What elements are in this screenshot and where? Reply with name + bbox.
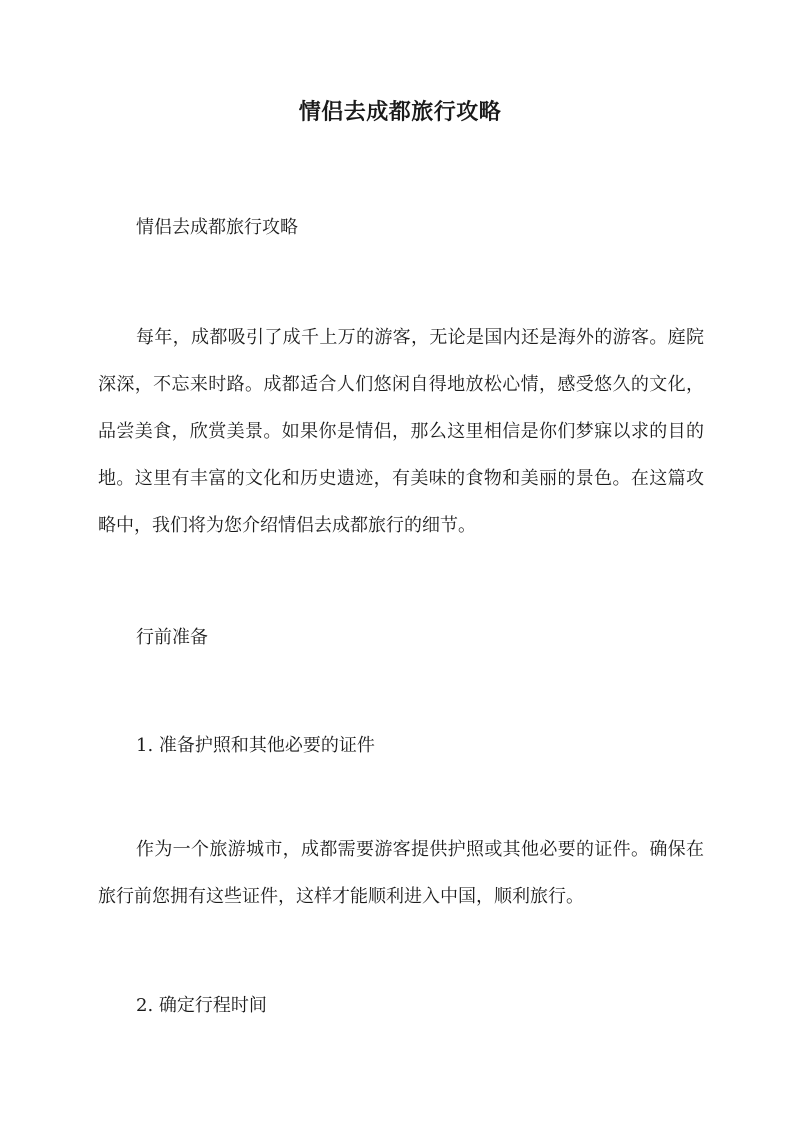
section-heading-preparation: 行前准备 <box>136 627 208 648</box>
item-2-heading: 2. 确定行程时间 <box>136 995 267 1016</box>
item-1-heading: 1. 准备护照和其他必要的证件 <box>136 735 375 756</box>
intro-paragraph: 每年，成都吸引了成千上万的游客，无论是国内还是海外的游客。庭院深深，不忘来时路。成都适合人们悠闲自得地放松心情，感受悠久的文化，品尝美食，欣赏美景。如果你是情侣，那么这里相信是你们梦寐以求的目的地。这里有丰富的文化和历史遗迹，有美味的食物和美丽的景色。在这篇攻略中，我们将为您介绍情侣去成都旅行的细节。 <box>98 327 704 536</box>
item-1-paragraph: 作为一个旅游城市，成都需要游客提供护照或其他必要的证件。确保在旅行前您拥有这些证件，这样才能顺利进入中国，顺利旅行。 <box>98 839 704 907</box>
document-title: 情侣去成都旅行攻略 <box>298 99 502 125</box>
document-subtitle: 情侣去成都旅行攻略 <box>136 217 298 238</box>
